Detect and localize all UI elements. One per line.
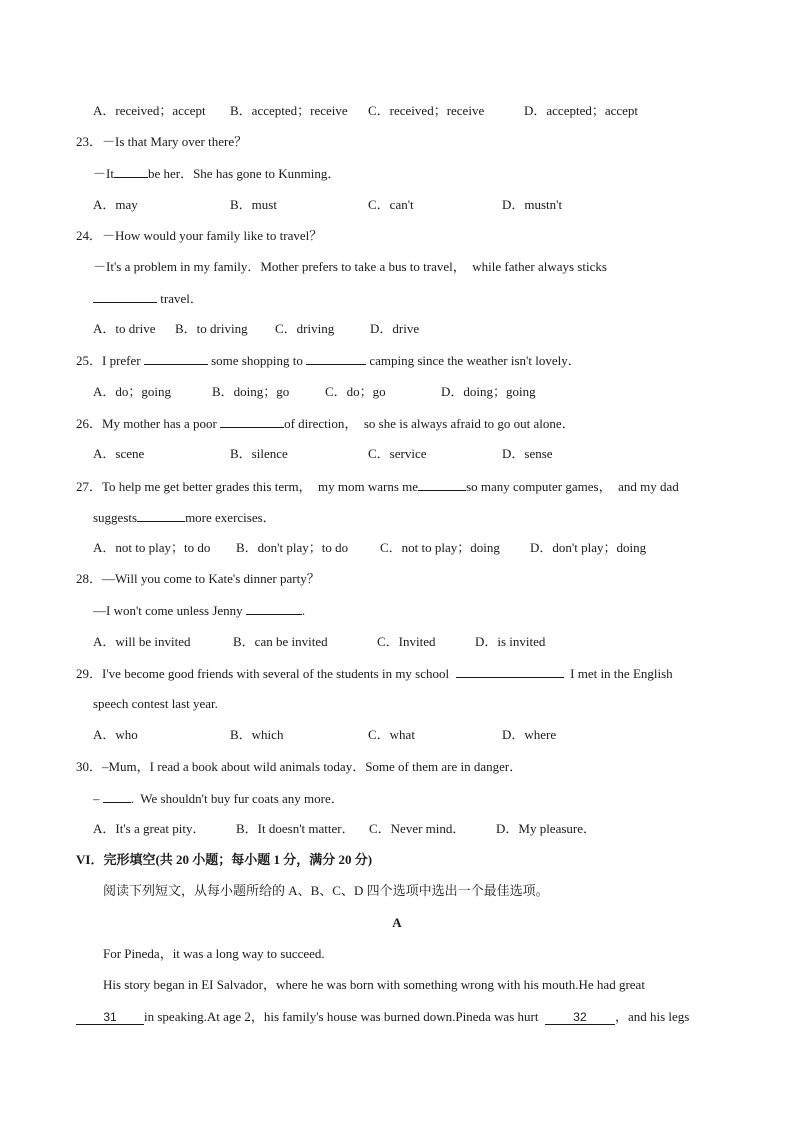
q28-option-b: B．can be invited [233,634,328,649]
q23-blank[interactable] [114,164,148,178]
q27-blank-1[interactable] [418,477,466,491]
q29-option-b: B．which [230,727,284,742]
q28-reply-start: —I won't come unless Jenny [93,603,243,618]
q25-blank-2[interactable] [306,351,366,365]
q27-line2-start: suggests [93,510,138,525]
q24-stem: 24．－How would your family like to travel？ [76,228,323,243]
q30-option-b: B．It doesn't matter． [236,821,355,836]
section-heading: VI．完形填空(共 20 小题；每小题 1 分，满分 20 分) [76,852,373,867]
q28-option-a: A．will be invited [93,634,191,649]
q29-blank[interactable] [456,664,564,678]
q26-stem-end: of direction， so she is always afraid to go out alone． [284,416,575,431]
q26-option-c: C．service [368,446,427,461]
q25-blank-1[interactable] [144,351,208,365]
q26-stem [76,414,794,433]
q28-option-d: D．is invited [475,634,546,649]
q24-option-b: B．to driving [175,321,248,336]
q23-reply [93,164,794,183]
q26-option-d: D．sense [502,446,553,461]
q28-reply-end: . [301,603,306,618]
passage-paragraph-1: For Pineda，it was a long way to succeed. [103,946,325,961]
q29-option-c: C．what [368,727,415,742]
q24-reply-line2 [93,289,794,308]
q26-option-a: A．scene [93,446,145,461]
q27-line2-end: more exercises． [185,510,276,525]
q30-stem: 30．–Mum，I read a book about wild animals today．Some of them are in danger． [76,759,523,774]
passage-paragraph-3-end: ，and his legs [614,1009,690,1024]
q28-option-c: C．Invited [377,634,436,649]
q25-option-a: A．do；going [93,384,172,399]
q25-option-c: C．do；go [325,384,386,399]
q23-option-a: A．may [93,197,138,212]
q23-option-c: C．can't [368,197,414,212]
q25-stem-end: camping since the weather isn't lovely． [369,353,581,368]
q27-option-a: A．not to play；to do [93,540,211,555]
passage-paragraph-2: His story began in EI Salvador，where he was born with something wrong with his mouth.He had great [103,977,645,992]
q30-option-c: C．Never mind． [369,821,466,836]
q24-option-c: C．driving [275,321,335,336]
q28-reply [93,601,794,620]
q29-stem-end: I met in the English [570,666,673,681]
q22-option-a: A．received；accept [93,103,206,118]
q24-option-d: D．drive [370,321,420,336]
q23-reply-start: －It [93,166,114,181]
q22-option-d: D．accepted；accept [524,103,639,118]
q22-option-c: C．received；receive [368,103,485,118]
q30-option-d: D．My pleasure． [496,821,597,836]
passage-paragraph-3 [76,1008,794,1026]
q29-stem-start: 29．I've become good friends with several of the students in my school [76,666,450,681]
q24-option-a: A．to drive [93,321,156,336]
q27-stem-end: so many computer games， and my dad [466,479,679,494]
q30-blank[interactable] [103,789,131,803]
q29-stem [76,664,794,683]
q28-blank[interactable] [246,601,302,615]
q24-reply-end: travel． [160,291,203,306]
q26-stem-start: 26．My mother has a poor [76,416,217,431]
cloze-blank-31[interactable]: 31 [76,1010,144,1025]
q25-option-d: D．doing；going [441,384,536,399]
q25-stem [76,351,794,370]
q30-option-a: A．It's a great pity． [93,821,206,836]
q25-stem-middle: some shopping to [211,353,303,368]
q23-stem: 23．－Is that Mary over there？ [76,134,248,149]
passage-label: A [392,915,402,930]
q27-blank-2[interactable] [137,508,185,522]
q29-option-a: A．who [93,727,138,742]
q23-reply-end: be her．She has gone to Kunming． [147,166,341,181]
q25-stem-start: 25．I prefer [76,353,141,368]
q26-option-b: B．silence [230,446,288,461]
section-instruction: 阅读下列短文，从每小题所给的 A、B、C、D 四个选项中选出一个最佳选项。 [103,883,549,898]
q22-option-b: B．accepted；receive [230,103,348,118]
q27-option-c: C．not to play；doing [380,540,500,555]
q26-blank[interactable] [220,414,284,428]
q27-line2 [93,508,794,527]
cloze-blank-32[interactable]: 32 [545,1010,615,1025]
q27-stem [76,477,794,496]
q29-line2: speech contest last year. [93,696,218,711]
q30-reply [93,789,794,808]
q24-reply-line1: －It's a problem in my family．Mother prefers to take a bus to travel， while father always sticks [93,259,607,274]
q29-option-d: D．where [502,727,557,742]
q27-stem-start: 27．To help me get better grades this term， my mom warns me [76,479,419,494]
passage-paragraph-3-text: in speaking.At age 2，his family's house was burned down.Pineda was hurt [144,1009,539,1024]
q23-option-d: D．mustn't [502,197,563,212]
q23-option-b: B．must [230,197,277,212]
q28-stem: 28．—Will you come to Kate's dinner party？ [76,571,320,586]
q24-blank[interactable] [93,289,157,303]
q27-option-b: B．don't play；to do [236,540,349,555]
q30-reply-start: – [93,791,100,806]
q25-option-b: B．doing；go [212,384,290,399]
q27-option-d: D．don't play；doing [530,540,647,555]
q30-reply-end: . We shouldn't buy fur coats any more． [130,791,344,806]
